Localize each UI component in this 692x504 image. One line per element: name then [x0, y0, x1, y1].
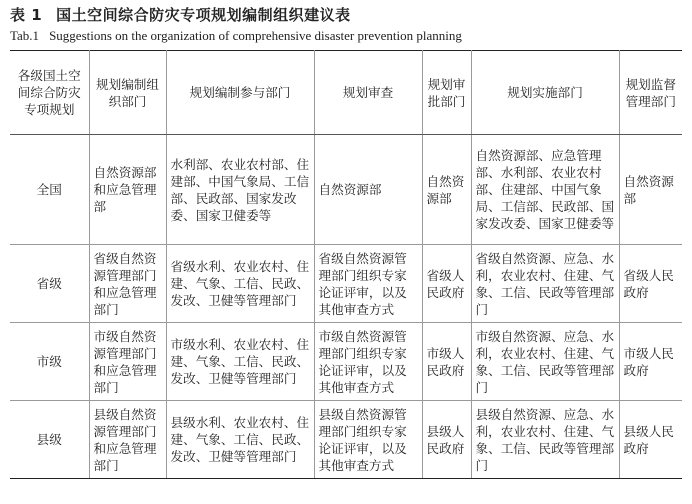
cell-participants: 水利部、农业农村部、住建部、中国气象局、工信部、民政部、国家发改委、国家卫健委等	[166, 135, 314, 245]
table-row	[10, 245, 682, 323]
cell-level: 省级	[10, 245, 89, 323]
cell-organizer: 省级自然资源管理部门和应急管理部门	[89, 245, 166, 323]
header-organizer: 规划编制组织部门	[89, 51, 166, 135]
header-implementation: 规划实施部门	[471, 51, 619, 135]
cell-implementation: 省级自然资源、应急、水利，农业农村、住建、气象、工信、民政等管理部门	[471, 245, 619, 323]
table-caption-cn	[10, 4, 351, 26]
cell-implementation: 县级自然资源、应急、水利，农业农村、住建、气象、工信、民政等管理部门	[471, 401, 619, 479]
cell-approval: 省级人民政府	[422, 245, 471, 323]
cell-supervision: 县级人民政府	[619, 401, 682, 479]
caption-number-en: Tab.1	[10, 28, 40, 43]
cell-approval: 县级人民政府	[422, 401, 471, 479]
cell-implementation: 市级自然资源、应急、水利，农业农村、住建、气象、工信、民政等管理部门	[471, 323, 619, 401]
caption-title-en: Suggestions on the organization of comprehensive disaster prevention planning	[49, 28, 462, 43]
cell-supervision: 市级人民政府	[619, 323, 682, 401]
table-row	[10, 323, 682, 401]
cell-organizer: 市级自然资源管理部门和应急管理部门	[89, 323, 166, 401]
cell-approval: 市级人民政府	[422, 323, 471, 401]
cell-review: 自然资源部	[314, 135, 422, 245]
header-review: 规划审查	[314, 51, 422, 135]
cell-implementation: 自然资源部、应急管理部、水利部、农业农村部、住建部、中国气象局、工信部、民政部、国家发改委、国家卫健委等	[471, 135, 619, 245]
cell-level: 全国	[10, 135, 89, 245]
cell-review: 县级自然资源管理部门组织专家论证评审，以及其他审查方式	[314, 401, 422, 479]
cell-participants: 省级水利、农业农村、住建、气象、工信、民政、发改、卫健等管理部门	[166, 245, 314, 323]
caption-title-cn: 国土空间综合防灾专项规划编制组织建议表	[56, 6, 351, 24]
table-row	[10, 135, 682, 245]
organization-table	[10, 50, 682, 479]
header-row	[10, 51, 682, 135]
header-supervision: 规划监督管理部门	[619, 51, 682, 135]
caption-number-cn: 表 1	[10, 6, 43, 24]
cell-level: 市级	[10, 323, 89, 401]
table-caption-en	[10, 28, 462, 46]
header-level: 各级国土空间综合防灾专项规划	[10, 51, 89, 135]
cell-supervision: 省级人民政府	[619, 245, 682, 323]
cell-review: 省级自然资源管理部门组织专家论证评审，以及其他审查方式	[314, 245, 422, 323]
cell-participants: 县级水利、农业农村、住建、气象、工信、民政、发改、卫健等管理部门	[166, 401, 314, 479]
table-row	[10, 401, 682, 479]
header-participants: 规划编制参与部门	[166, 51, 314, 135]
cell-organizer: 县级自然资源管理部门和应急管理部门	[89, 401, 166, 479]
cell-review: 市级自然资源管理部门组织专家论证评审，以及其他审查方式	[314, 323, 422, 401]
cell-supervision: 自然资源部	[619, 135, 682, 245]
header-approval: 规划审批部门	[422, 51, 471, 135]
cell-level: 县级	[10, 401, 89, 479]
cell-approval: 自然资源部	[422, 135, 471, 245]
cell-participants: 市级水利、农业农村、住建、气象、工信、民政、发改、卫健等管理部门	[166, 323, 314, 401]
cell-organizer: 自然资源部和应急管理部	[89, 135, 166, 245]
